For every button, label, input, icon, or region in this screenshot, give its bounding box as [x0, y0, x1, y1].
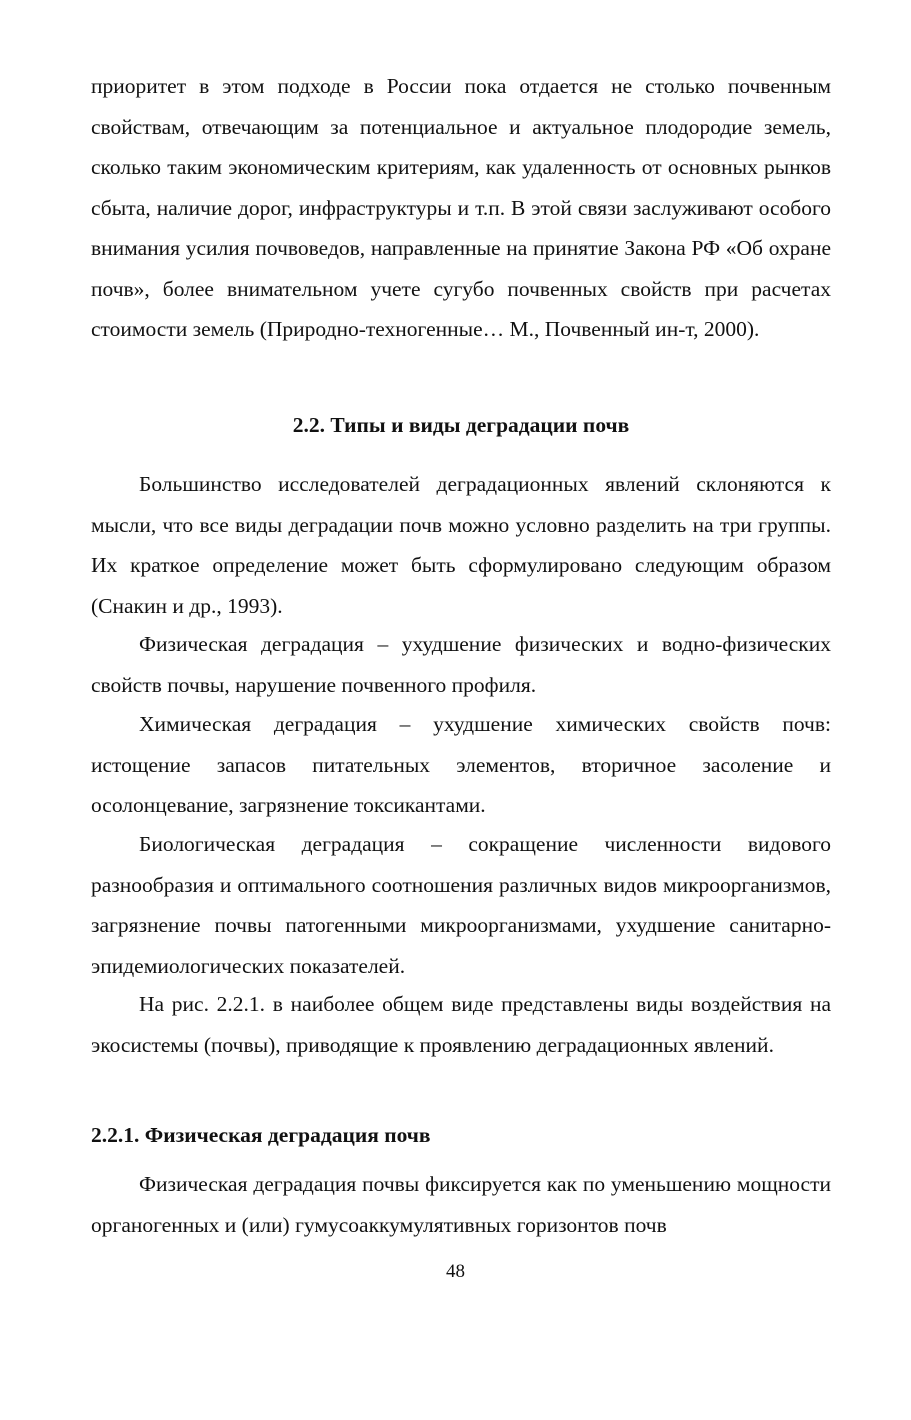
- paragraph-groups: Большинство исследователей деградационных явлений склоняются к мысли, что все виды деградации почв можно условно разделить на три группы. Их краткое определение может быть сформулировано следующим образом (Снакин и др., 1993).: [91, 472, 831, 618]
- subsection-heading: 2.2.1. Физическая деградация почв: [91, 1123, 431, 1147]
- paragraph-chemical: Химическая деградация – ухудшение химических свойств почв: истощение запасов питательных элементов, вторичное засоление и осолонцевание, загрязнение токсикантами.: [91, 712, 831, 817]
- paragraph-intro: приоритет в этом подходе в России пока отдается не столько почвенным свойствам, отвечающим за потенциальное и актуальное плодородие земель, сколько таким экономическим критериям, как удаленность от основных рынков сбыта, наличие дорог, инфраструктуры и т.п. В этой связи заслуживают особого внимания усилия почвоведов, направленные на принятие Закона РФ «Об охране почв», более внимательном учете сугубо почвенных свойств при расчетах стоимости земель (Природно-техногенные… М., Почвенный ин-т, 2000).: [91, 74, 831, 341]
- section-heading: 2.2. Типы и виды деградации почв: [292, 413, 630, 437]
- paragraph-physical: Физическая деградация – ухудшение физических и водно-физических свойств почвы, нарушение почвенного профиля.: [91, 632, 831, 697]
- paragraph-figure-ref: На рис. 2.2.1. в наиболее общем виде представлены виды воздействия на экосистемы (почвы), приводящие к проявлению деградационных явлений.: [91, 992, 831, 1057]
- page-number: 48: [446, 1261, 465, 1282]
- paragraph-physical-degradation: Физическая деградация почвы фиксируется как по уменьшению мощности органогенных и (или) гумусоаккумулятивных горизонтов почв: [91, 1172, 831, 1237]
- paragraph-biological: Биологическая деградация – сокращение численности видового разнообразия и оптимального соотношения различных видов микроорганизмов, загрязнение почвы патогенными микроорганизмами, ухудшение санитарно-эпидемиологических показателей.: [91, 832, 831, 978]
